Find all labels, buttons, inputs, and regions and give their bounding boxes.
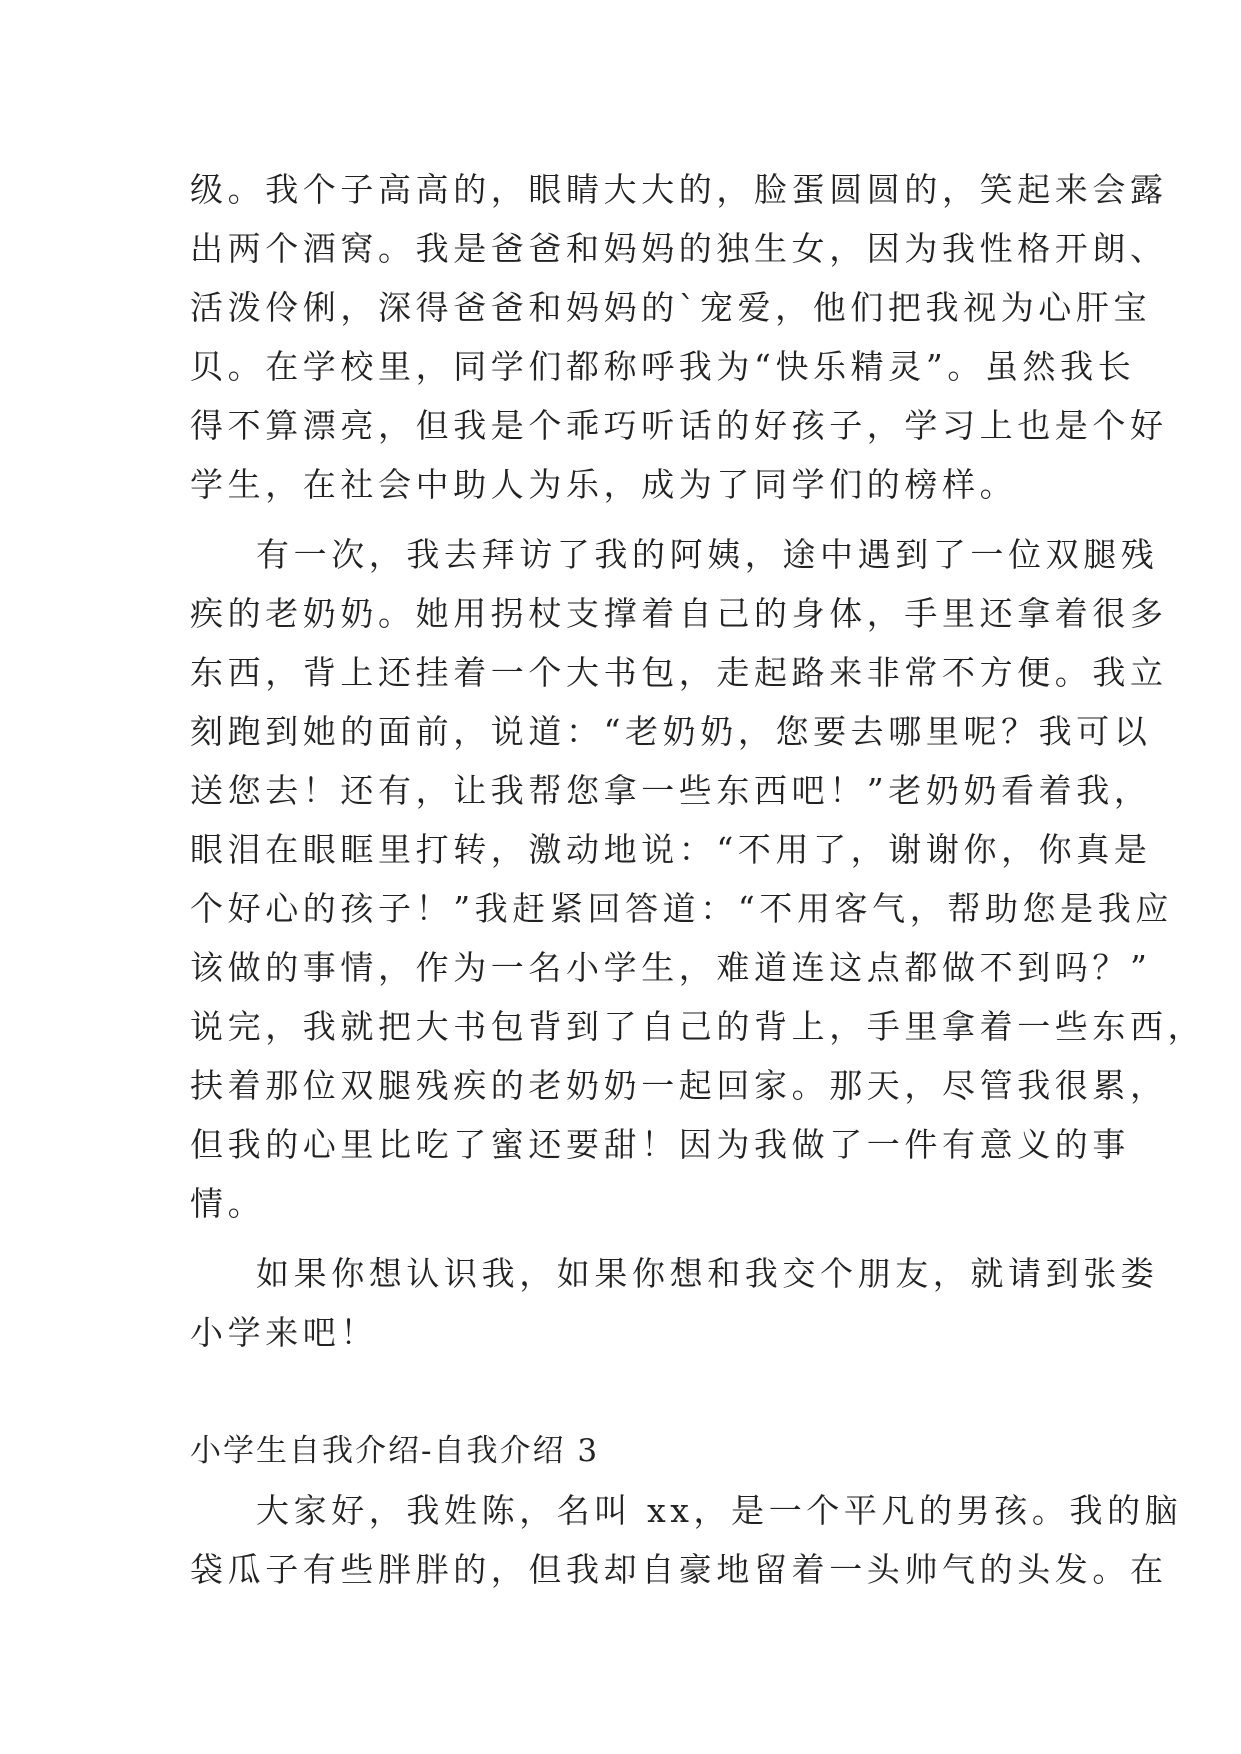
text-line: 疾的老奶奶。她用拐杖支撑着自己的身体，手里还拿着很多 xyxy=(190,594,1168,633)
text-line: 情。 xyxy=(190,1184,266,1223)
text-line: 个好心的孩子！”我赶紧回答道：“不用客气，帮助您是我应 xyxy=(190,889,1173,928)
paragraph-1 xyxy=(190,160,1168,514)
text-line: 出两个酒窝。我是爸爸和妈妈的独生女，因为我性格开朗、 xyxy=(190,229,1168,268)
text-line: 眼泪在眼眶里打转，激动地说：“不用了，谢谢你，你真是 xyxy=(190,830,1152,869)
text-line: 学生，在社会中助人为乐，成为了同学们的榜样。 xyxy=(190,465,1018,504)
text-line: 有一次，我去拜访了我的阿姨，途中遇到了一位双腿残 xyxy=(256,535,1159,574)
paragraph-3 xyxy=(190,1244,1159,1362)
section-spacer xyxy=(190,1362,1060,1422)
text-line: 得不算漂亮，但我是个乖巧听话的好孩子，学习上也是个好 xyxy=(190,406,1168,445)
paragraph-spacer xyxy=(190,1233,1060,1244)
section-heading: 小学生自我介绍-自我介绍 3 xyxy=(190,1433,600,1469)
text-line: 如果你想认识我，如果你想和我交个朋友，就请到张娄 xyxy=(256,1254,1159,1293)
text-line: 大家好，我姓陈，名叫 xx，是一个平凡的男孩。我的脑 xyxy=(256,1491,1183,1530)
text-line: 该做的事情，作为一名小学生，难道连这点都做不到吗？” xyxy=(190,948,1152,987)
text-line: 级。我个子高高的，眼睛大大的，脸蛋圆圆的，笑起来会露 xyxy=(190,170,1168,209)
section-paragraph xyxy=(190,1481,1183,1599)
text-line: 袋瓜子有些胖胖的，但我却自豪地留着一头帅气的头发。在 xyxy=(190,1550,1168,1589)
document-body xyxy=(190,160,1206,1599)
text-line: 东西，背上还挂着一个大书包，走起路来非常不方便。我立 xyxy=(190,653,1168,692)
text-line: 但我的心里比吃了蜜还要甜！因为我做了一件有意义的事 xyxy=(190,1125,1130,1164)
text-line: 扶着那位双腿残疾的老奶奶一起回家。那天，尽管我很累， xyxy=(190,1066,1168,1105)
text-line: 小学来吧！ xyxy=(190,1313,378,1352)
paragraph-2 xyxy=(190,525,1206,1233)
paragraph-spacer xyxy=(190,514,1060,525)
text-line: 刻跑到她的面前，说道：“老奶奶，您要去哪里呢？我可以 xyxy=(190,712,1152,751)
text-line: 贝。在学校里，同学们都称呼我为“快乐精灵”。虽然我长 xyxy=(190,347,1136,386)
text-line: 送您去！还有，让我帮您拿一些东西吧！”老奶奶看着我， xyxy=(190,771,1152,810)
text-line: 说完，我就把大书包背到了自己的背上，手里拿着一些东西， xyxy=(190,1007,1206,1046)
text-line: 活泼伶俐，深得爸爸和妈妈的`宠爱，他们把我视为心肝宝 xyxy=(190,288,1152,327)
